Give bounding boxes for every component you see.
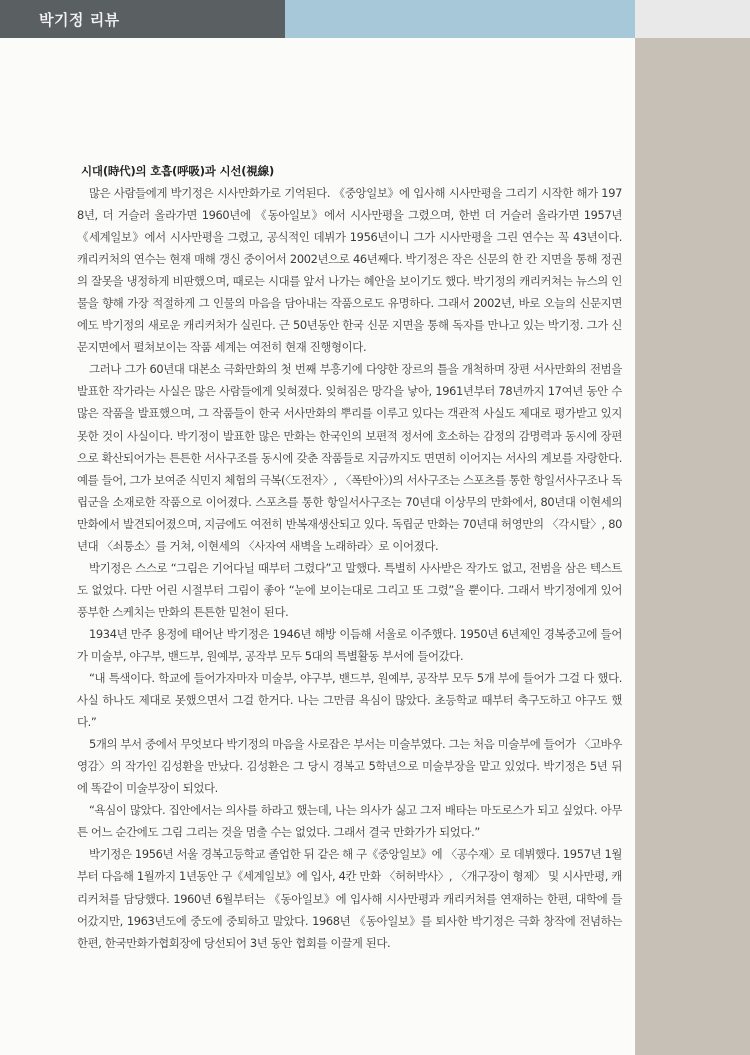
article-paragraph: 많은 사람들에게 박기정은 시사만화가로 기억된다. 《중앙일보》에 입사해 시사만평을 그리기 시작한 해가 1978년, 더 거슬러 올라가면 1960년에 《동아일보》에서 시사만평을 그렸으며, 한번 더 거슬러 올라가면 1957년 《세계일보》에서 시사만평을 그렸고, 공식적인 데뷔가 1956년이니 그가 시사만평을 그린 연수는 꼭 43년이다. 캐리커처의 연수는 현재 매해 갱신 중이어서 2002년으로 46년째다. 박기정은 작은 신문의 한 칸 지면을 통해 정권의 잘못을 냉정하게 비판했으며, 때로는 시대를 앞서 나가는 혜안을 보이기도 했다. 박기정의 캐리커쳐는 뉴스의 인물을 향해 가장 적절하게 그 인물의 마음을 담아내는 작품으로도 유명하다. 그래서 2002년, 바로 오늘의 신문지면에도 박기정의 새로운 캐리커처가 실린다. 근 50년동안 한국 신문 지면을 통해 독자를 만나고 있는 박기정. 그가 신문지면에서 펼쳐보이는 작품 세계는 여전히 현재 진행형이다. — [77, 186, 622, 355]
header-accent-band — [285, 0, 635, 38]
article-paragraph: 그러나 그가 60년대 대본소 극화만화의 첫 번째 부흥기에 다양한 장르의 틀을 개척하며 장편 서사만화의 전범을 발표한 작가라는 사실은 많은 사람들에게 잊혀졌다. 잊혀짐은 망각을 낳아, 1961년부터 78년까지 17여년 동안 수많은 작품을 발표했으며, 그 작품들이 한국 서사만화의 뿌리를 이루고 있다는 객관적 사실도 제대로 평가받고 있지 못한 것이 사실이다. 박기정이 발표한 많은 만화는 한국인의 보편적 정서에 호소하는 감정의 감명력과 동시에 장편으로 확산되어가는 튼튼한 서사구조를 동시에 갖춘 작품들로 지금까지도 면면히 이어지는 서사의 계보를 자랑한다. 예를 들어, 그가 보여준 식민지 체험의 극복(〈도전자〉, 〈폭탄아〉)의 서사구조는 스포츠를 통한 항일서사구조나 독립군을 소재로한 작품으로 이어졌다. 스포츠를 통한 항일서사구조는 70년대 이상무의 만화에서, 80년대 이현세의 만화에서 발견되어졌으며, 지금에도 여전히 반복재생산되고 있다. 독립군 만화는 70년대 허영만의 〈각시탈〉, 80년대 〈쇠퉁소〉를 거쳐, 이현세의 〈사자여 새벽을 노래하라〉로 이어졌다. — [77, 362, 622, 553]
article-heading: 시대(時代)의 호흡(呼吸)과 시선(視線) — [81, 164, 275, 178]
article-paragraph: 박기정은 1956년 서울 경복고등학교 졸업한 뒤 같은 해 구《중앙일보》에 〈공수재〉로 데뷔했다. 1957년 1월부터 다음해 1월까지 1년동안 구《세계일보》에 입사, 4칸 만화 〈허허박사〉, 〈개구장이 형제〉 및 시사만평, 캐리커쳐를 담당했다. 1960년 6월부터는 《동아일보》에 입사해 시사만평과 캐리커쳐를 연재하는 한편, 대학에 들어갔지만, 1963년도에 중도에 중퇴하고 말았다. 1968년 《동아일보》를 퇴사한 박기정은 극화 창작에 전념하는 한편, 한국만화가협회장에 당선되어 3년 동안 협회를 이끌게 된다. — [77, 847, 622, 950]
article-paragraph: “욕심이 많았다. 집안에서는 의사를 하라고 했는데, 나는 의사가 싫고 그저 배타는 마도로스가 되고 싶었다. 아무튼 어느 순간에도 그림 그리는 것을 멈출 수는 없었다. 그래서 결국 만화가가 되었다.” — [77, 803, 622, 840]
section-title: 박기정 리뷰 — [39, 11, 120, 29]
article-paragraph: 박기정은 스스로 “그림은 기어다닐 때부터 그렸다”고 말했다. 특별히 사사받은 작가도 없고, 전범을 삼은 텍스트도 없었다. 다만 어린 시절부터 그림이 좋아 “눈에 보이는대로 그리고 또 그렸”을 뿐이다. 그래서 박기정에게 있어 풍부한 스케치는 만화의 튼튼한 밑천이 된다. — [77, 560, 622, 619]
article-paragraph: “내 특색이다. 학교에 들어가자마자 미술부, 야구부, 밴드부, 원예부, 공작부 모두 5개 부에 들어가 그걸 다 했다. 사실 하나도 제대로 못했으면서 그걸 한거다. 나는 그만큼 욕심이 많았다. 초등학교 때부터 축구도하고 야구도 했다.” — [77, 671, 622, 730]
article-paragraph: 5개의 부서 중에서 무엇보다 박기정의 마음을 사로잡은 부서는 미술부였다. 그는 처음 미술부에 들어가 〈고바우 영감〉의 작가인 김성환을 만났다. 김성환은 그 당시 경복고 5학년으로 미술부장을 맡고 있었다. 박기정은 5년 뒤에 똑같이 미술부장이 되었다. — [77, 737, 622, 796]
article-paragraph: 1934년 만주 용정에 태어난 박기정은 1946년 해방 이듬해 서울로 이주했다. 1950년 6년제인 경복중고에 들어가 미술부, 야구부, 밴드부, 원예부, 공작부 모두 5대의 특별활동 부서에 들어갔다. — [77, 626, 622, 663]
header-right-band — [635, 0, 750, 38]
article — [77, 163, 622, 954]
side-strip — [635, 38, 750, 1055]
